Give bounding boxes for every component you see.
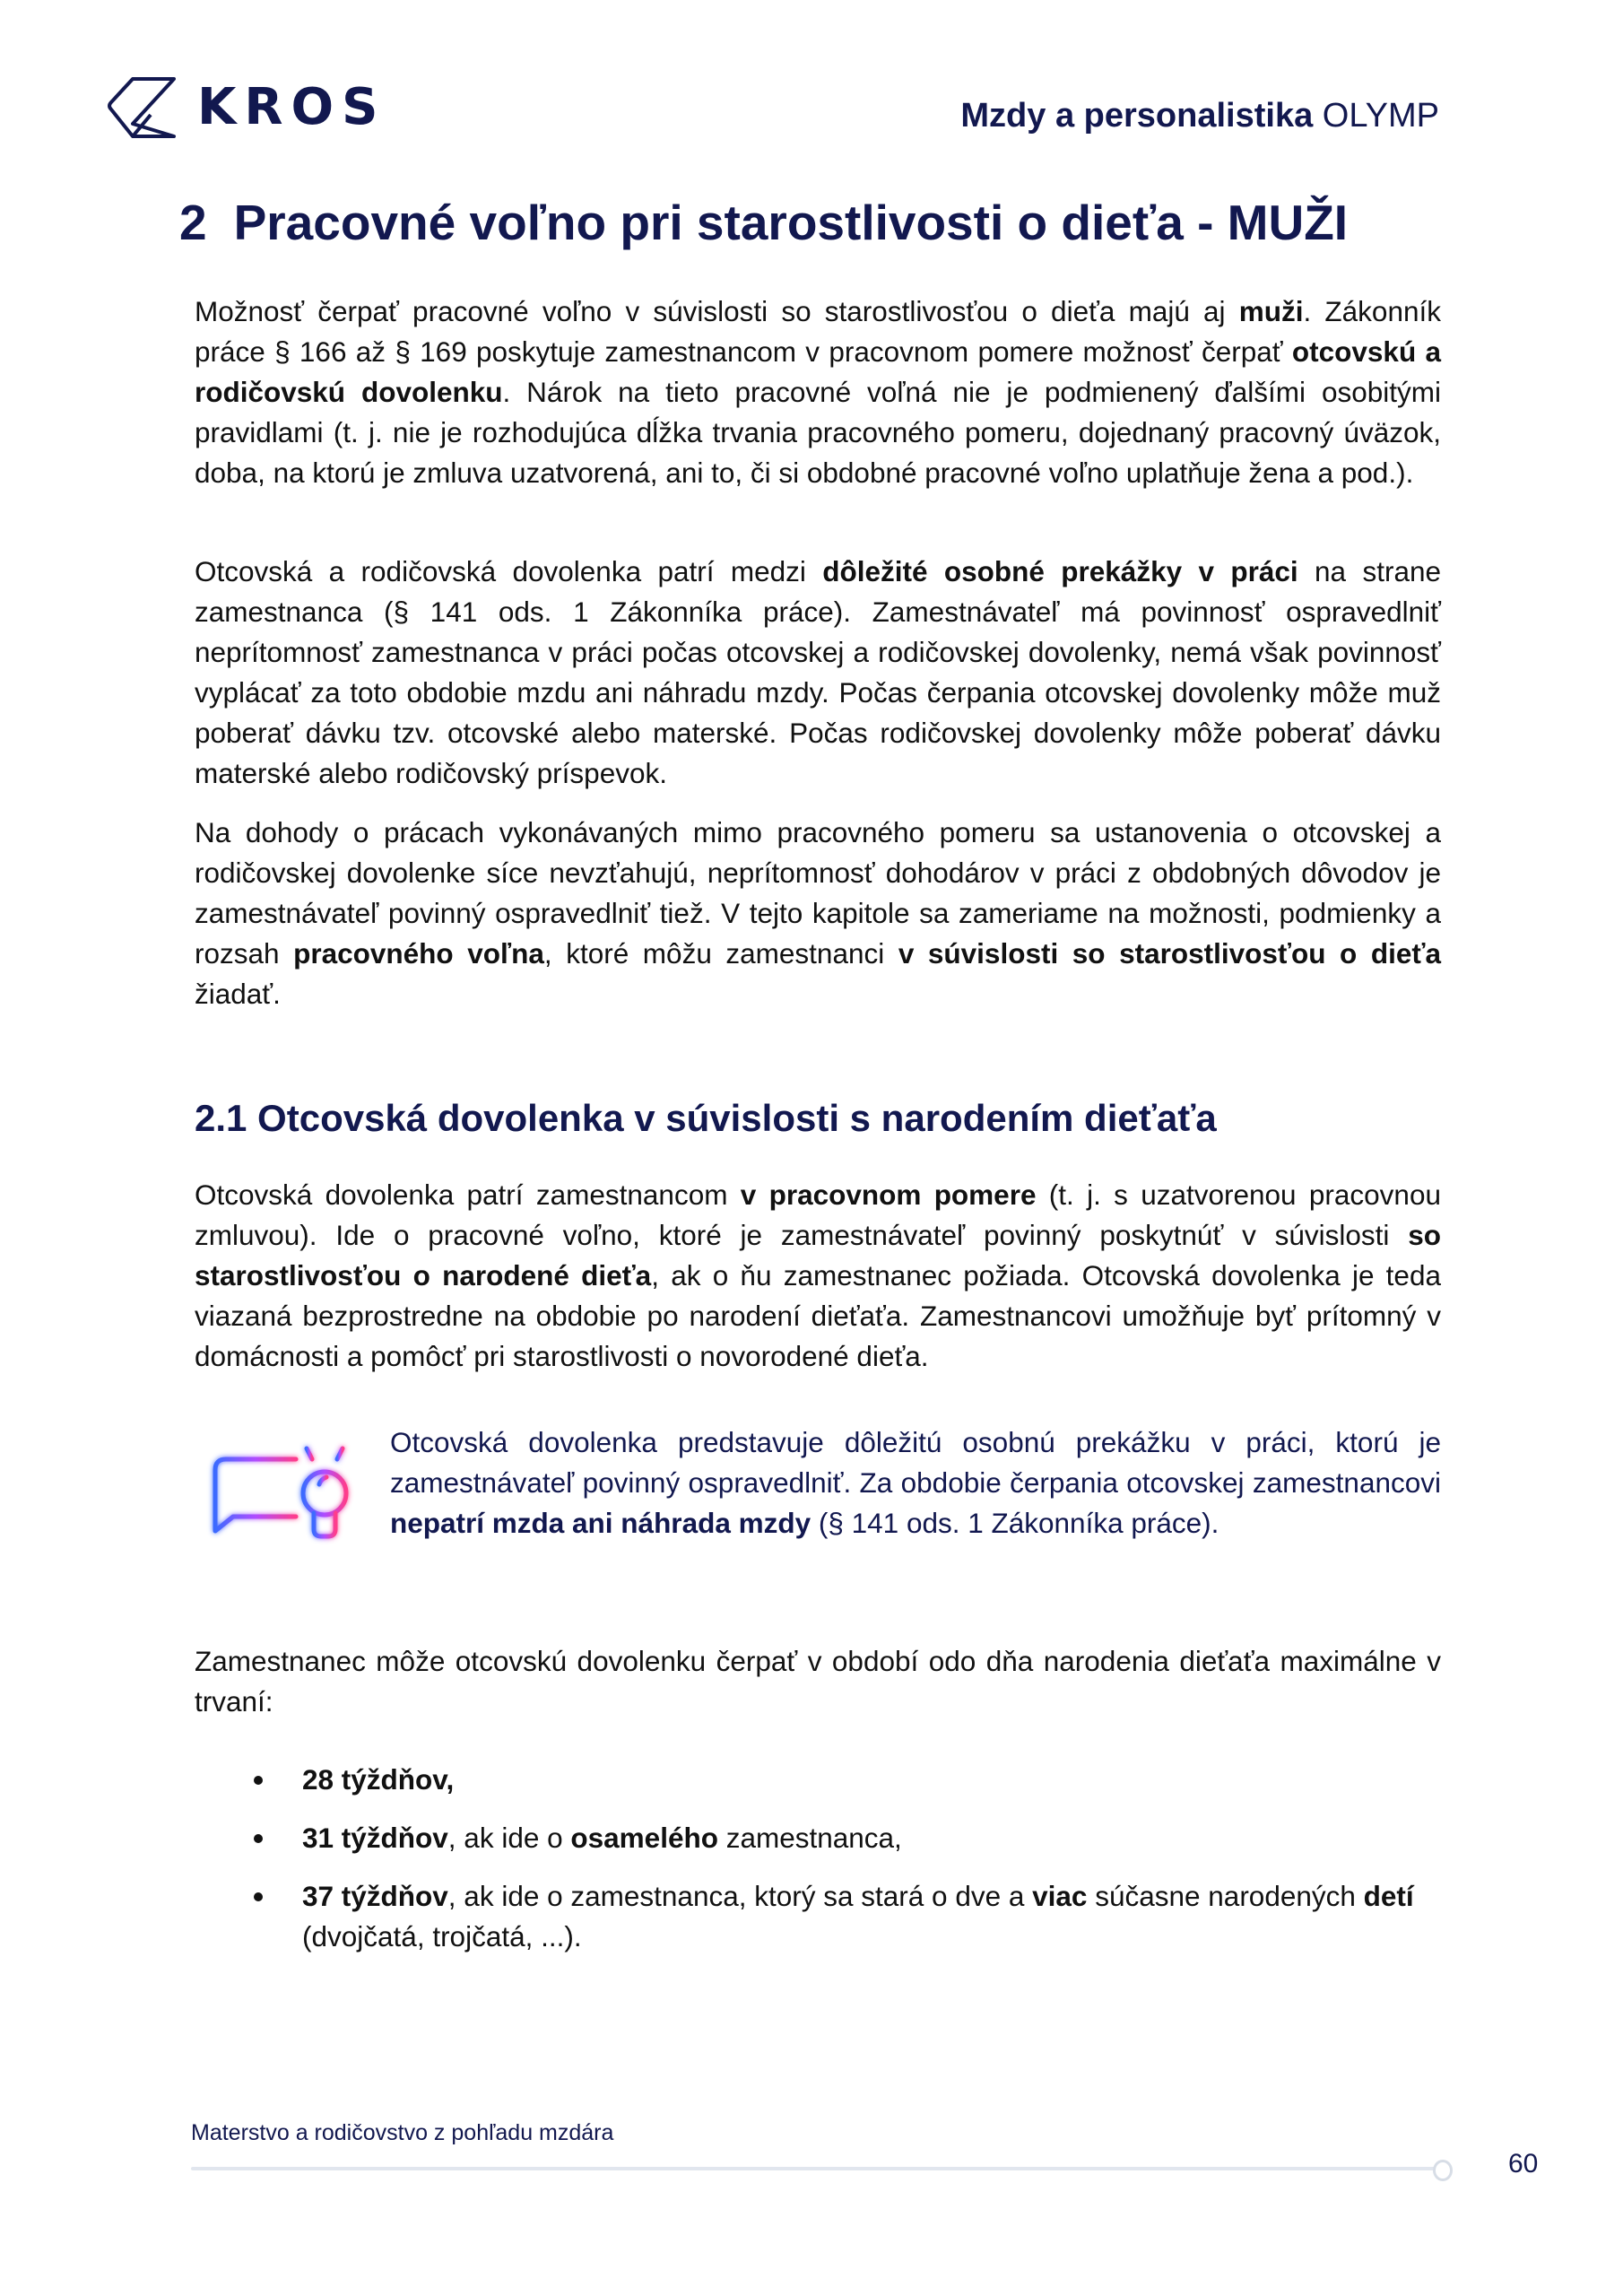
text: Na dohody o prácach vykonávaných mimo pracovného pomeru sa ustanovenia o otcovskej a rodičovskej dovolenke síce nevzťahujú, neprítomnosť dohodárov v práci z obdobných dôvodov je zamestnávateľ povinný ospravedlniť tiež. V tejto kapitole sa zameriame na možnosti, podmienky a rozsah bbox=[195, 816, 1441, 970]
paragraph-duration: Zamestnanec môže otcovskú dovolenku čerpať v období odo dňa narodenia dieťaťa maximálne v trvaní: bbox=[195, 1645, 1441, 1718]
text: zamestnanca, bbox=[717, 1822, 902, 1854]
bold-text: muži bbox=[1238, 295, 1304, 327]
footer-divider bbox=[191, 2167, 1437, 2170]
chapter-number: 2 bbox=[179, 195, 207, 250]
bullet-icon bbox=[254, 1776, 263, 1785]
text: , ak ide o bbox=[447, 1822, 571, 1854]
footer-title: Materstvo a rodičovstvo z pohľadu mzdára bbox=[191, 2120, 614, 2145]
paragraph-intro bbox=[195, 291, 1441, 493]
list-item bbox=[195, 1876, 1441, 1957]
text: . Zákonník práce § 166 až § 169 poskytuje zamestnancom v pracovnom pomere možnosť čerpať bbox=[195, 295, 1441, 368]
chapter-title bbox=[179, 196, 1348, 250]
bold-text: otcovskú a rodičovskú dovolenku bbox=[195, 335, 1441, 408]
section-title: 2.1 Otcovská dovolenka v súvislosti s narodením dieťaťa bbox=[195, 1097, 1217, 1139]
duration-list bbox=[195, 1760, 1441, 1975]
bold-text: pracovného voľna bbox=[293, 937, 544, 970]
text: Otcovská dovolenka predstavuje dôležitú osobnú prekážku v práci, ktorú je zamestnávateľ povinný ospravedlniť. Za obdobie čerpania otcovskej zamestnancovi bbox=[390, 1426, 1441, 1499]
text: (t. j. s uzatvorenou pracovnou zmluvou). Ide o pracovné voľno, ktoré je zamestnávateľ povinný poskytnúť v súvislosti bbox=[195, 1178, 1441, 1251]
text: . Nárok na tieto pracovné voľná nie je podmienený ďalšími osobitými pravidlami (t. j. nie je rozhodujúca dĺžka trvania pracovného pomeru, dojednaný pracovný úväzok, doba, na ktorú je zmluva uzatvorená, ani to, či si obdobné pracovné voľno uplatňuje žena a pod.). bbox=[195, 376, 1441, 489]
paragraph-agreements bbox=[195, 813, 1441, 1014]
bullet-icon bbox=[254, 1834, 263, 1843]
bullet-icon bbox=[254, 1892, 263, 1901]
text: Otcovská dovolenka patrí zamestnancom bbox=[195, 1178, 741, 1211]
bold-text: 37 týždňov bbox=[302, 1880, 448, 1912]
text: Otcovská a rodičovská dovolenka patrí medzi bbox=[195, 555, 823, 587]
tip-text bbox=[390, 1422, 1441, 1544]
page-number: 60 bbox=[1508, 2149, 1539, 2179]
idea-lightbulb-chat-icon bbox=[206, 1431, 368, 1556]
text: (dvojčatá, trojčatá, ...). bbox=[302, 1920, 582, 1952]
bold-text: 31 týždňov bbox=[302, 1822, 448, 1854]
product-name-light: OLYMP bbox=[1322, 97, 1439, 135]
product-name-bold: Mzdy a personalistika bbox=[960, 97, 1314, 135]
bold-text: 28 týždňov, bbox=[302, 1763, 455, 1796]
text: (§ 141 ods. 1 Zákonníka práce). bbox=[811, 1507, 1219, 1539]
bold-text: so starostlivosťou o narodené dieťa bbox=[195, 1219, 1441, 1292]
paragraph-obstacles bbox=[195, 552, 1441, 794]
list-item bbox=[195, 1818, 1441, 1858]
bold-text: viac bbox=[1032, 1880, 1088, 1912]
logo-text: KROS bbox=[197, 78, 386, 136]
bold-text: detí bbox=[1363, 1880, 1414, 1912]
text: , ak o ňu zamestnanec požiada. Otcovská dovolenka je teda viazaná bezprostredne na obdobie po narodení dieťaťa. Zamestnancovi umožňuje byť prítomný v domácnosti a pomôcť pri starostlivosti o novorodené dieťa. bbox=[195, 1259, 1441, 1372]
chapter-title-text: Pracovné voľno pri starostlivosti o dieťa - MUŽI bbox=[233, 195, 1349, 250]
kros-logo bbox=[106, 75, 386, 140]
text: , ak ide o zamestnanca, ktorý sa stará o dve a bbox=[447, 1880, 1033, 1912]
text: súčasne narodených bbox=[1087, 1880, 1364, 1912]
kros-logo-mark-icon bbox=[106, 75, 178, 140]
paragraph-paternity-leave bbox=[195, 1175, 1441, 1377]
text: Možnosť čerpať pracovné voľno v súvislosti so starostlivosťou o dieťa majú aj bbox=[195, 295, 1239, 327]
bold-text: dôležité osobné prekážky v práci bbox=[822, 555, 1298, 587]
bold-text: nepatrí mzda ani náhrada mzdy bbox=[390, 1507, 812, 1539]
text: , ktoré môžu zamestnanci bbox=[543, 937, 898, 970]
bold-text: osamelého bbox=[570, 1822, 718, 1854]
footer-circle-icon bbox=[1433, 2160, 1453, 2181]
product-name bbox=[960, 99, 1439, 133]
list-item bbox=[195, 1760, 1441, 1800]
bold-text: v súvislosti so starostlivosťou o dieťa bbox=[898, 937, 1441, 970]
bold-text: v pracovnom pomere bbox=[740, 1178, 1037, 1211]
text: žiadať. bbox=[195, 978, 281, 1010]
text: na strane zamestnanca (§ 141 ods. 1 Zákonníka práce). Zamestnávateľ má povinnosť ospravedlniť neprítomnosť zamestnanca v práci počas otcovskej a rodičovskej dovolenky, nemá však povinnosť vyplácať za toto obdobie mzdu ani náhradu mzdy. Počas čerpania otcovskej dovolenky môže muž poberať dávku tzv. otcovské alebo materské. Počas rodičovskej dovolenky môže poberať dávku materské alebo rodičovský príspevok. bbox=[195, 555, 1441, 789]
